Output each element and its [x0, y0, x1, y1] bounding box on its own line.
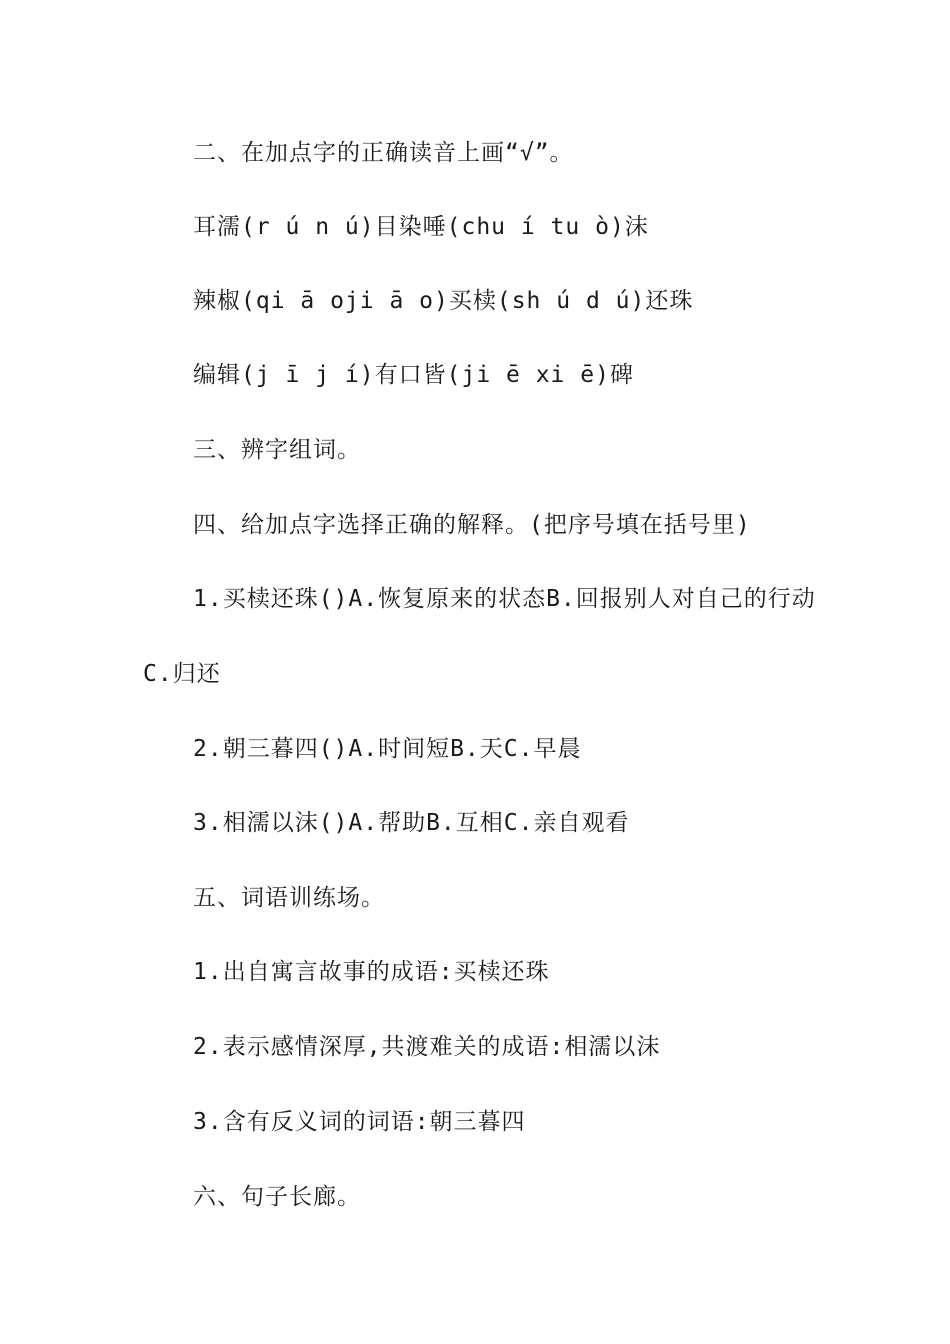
section-4-heading: 四、给加点字选择正确的解释。(把序号填在括号里) [193, 512, 751, 538]
question-4-2: 2.朝三暮四()A.时间短B.天C.早晨 [193, 736, 582, 762]
question-4-1-continued: C.归还 [143, 661, 221, 687]
pinyin-item-1: 耳濡(r ú n ú)目染唾(chu í tu ò)沫 [193, 214, 649, 240]
section-5-heading: 五、词语训练场。 [193, 885, 385, 911]
pinyin-item-2: 辣椒(qi ā oji ā o)买椟(sh ú d ú)还珠 [193, 288, 694, 314]
pinyin-item-3: 编辑(j ī j í)有口皆(ji ē xi ē)碑 [193, 362, 634, 388]
answer-5-3: 3.含有反义词的词语:朝三暮四 [193, 1109, 526, 1135]
section-2-heading: 二、在加点字的正确读音上画“√”。 [193, 140, 574, 166]
answer-5-1: 1.出自寓言故事的成语:买椟还珠 [193, 959, 550, 985]
section-3-heading: 三、辨字组词。 [193, 437, 361, 463]
question-4-3: 3.相濡以沫()A.帮助B.互相C.亲自观看 [193, 810, 630, 836]
answer-5-2: 2.表示感情深厚,共渡难关的成语:相濡以沫 [193, 1034, 661, 1060]
section-6-heading: 六、句子长廊。 [193, 1184, 361, 1210]
question-4-1: 1.买椟还珠()A.恢复原来的状态B.回报别人对自己的行动 [193, 586, 816, 612]
